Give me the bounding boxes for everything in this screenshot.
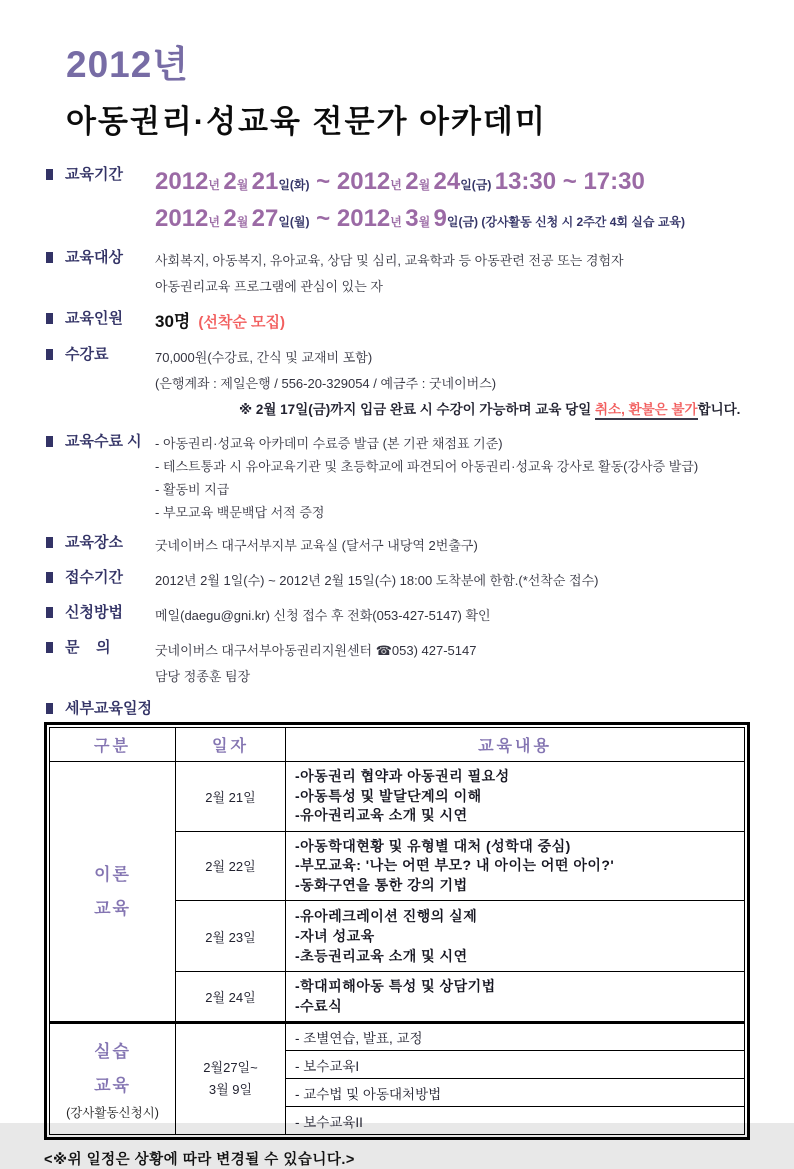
completion-item: - 아동권리·성교육 아카데미 수료증 발급 (본 기관 채점표 기준) — [155, 436, 503, 451]
completion-item: - 테스트통과 시 유아교육기관 및 초등학교에 파견되어 아동권리·성교육 강사로 활동(강사증 발급) — [155, 459, 699, 474]
place-label: 교육장소 — [65, 534, 123, 551]
square-bullet-icon — [46, 252, 53, 263]
section-inquiry — [44, 638, 750, 690]
section-capacity — [44, 309, 750, 336]
section-schedule-heading — [44, 699, 750, 718]
content-line: -초등권리교육 소개 및 시연 — [295, 948, 468, 964]
content-line: -유아권리교육 소개 및 시연 — [295, 807, 468, 823]
section-period — [44, 165, 750, 239]
square-bullet-icon — [46, 537, 53, 548]
apply-method-label: 신청방법 — [65, 604, 123, 621]
schedule-table — [49, 727, 745, 1135]
fee-label: 수강료 — [65, 346, 109, 363]
practice-content-cell: - 조별연습, 발표, 교정 — [286, 1023, 745, 1051]
content-line: -학대피해아동 특성 및 상담기법 — [295, 978, 496, 994]
content-line: -자녀 성교육 — [295, 928, 375, 944]
theory-category-cell — [50, 762, 176, 1023]
fee-notice: ※ 2월 17일(금)까지 입금 완료 시 수강이 가능하며 교육 당일 취소, 환불은 불가합니다. — [239, 397, 750, 423]
table-row — [50, 1023, 745, 1051]
completion-label: 교육수료 시 — [65, 433, 142, 450]
inquiry-line-1: 굿네이버스 대구서부아동권리지원센터 ☎053) 427-5147 — [155, 643, 477, 658]
apply-period-label: 접수기간 — [65, 569, 123, 586]
year-title: 2012년 — [66, 44, 190, 85]
content-line: -유아레크레이션 진행의 실제 — [295, 908, 478, 924]
title-block — [44, 34, 750, 141]
section-apply-method — [44, 603, 750, 629]
col-header-content: 교육내용 — [286, 728, 745, 762]
target-label: 교육대상 — [65, 249, 123, 266]
content-line: -동화구연을 통한 강의 기법 — [295, 876, 468, 893]
practice-date-cell — [176, 1023, 286, 1135]
content-cell — [286, 762, 745, 832]
capacity-count: 30명 — [155, 312, 191, 331]
section-completion — [44, 432, 750, 524]
fee-line-2: (은행계좌 : 제일은행 / 556-20-329054 / 예금주 : 굿네이버스) — [155, 376, 497, 391]
date-cell: 2월 23일 — [176, 901, 286, 972]
target-line-2: 아동권리교육 프로그램에 관심이 있는 자 — [155, 279, 383, 294]
capacity-note: (선착순 모집) — [198, 314, 285, 331]
square-bullet-icon — [46, 169, 53, 180]
date-text: 2월27일~ — [203, 1060, 258, 1075]
practice-content-cell: - 보수교육I — [286, 1051, 745, 1079]
practice-content-cell: - 교수법 및 아동대처방법 — [286, 1079, 745, 1107]
square-bullet-icon — [46, 703, 53, 714]
col-header-category: 구분 — [50, 728, 176, 762]
period-label: 교육기간 — [65, 166, 123, 183]
col-header-date: 일자 — [176, 728, 286, 762]
content-line: -아동특성 및 발달단계의 이해 — [295, 787, 482, 804]
square-bullet-icon — [46, 642, 53, 653]
apply-method-line: 메일(daegu@gni.kr) 신청 접수 후 전화(053-427-5147) 확인 — [155, 608, 491, 623]
fee-line-1: 70,000원(수강료, 간식 및 교재비 포함) — [155, 350, 373, 365]
date-cell: 2월 24일 — [176, 972, 286, 1023]
square-bullet-icon — [46, 607, 53, 618]
category-text: 교육 — [94, 1076, 131, 1095]
inquiry-line-2: 담당 정종훈 팀장 — [155, 669, 251, 684]
schedule-footnote: <※위 일정은 상황에 따라 변경될 수 있습니다.> — [44, 1152, 355, 1168]
practice-content-cell: - 보수교육II — [286, 1107, 745, 1135]
schedule-table-wrapper — [44, 722, 750, 1140]
square-bullet-icon — [46, 436, 53, 447]
content-cell — [286, 972, 745, 1023]
date-cell: 2월 22일 — [176, 831, 286, 901]
category-text: 이론 — [94, 864, 131, 884]
section-target — [44, 248, 750, 300]
square-bullet-icon — [46, 349, 53, 360]
section-place — [44, 533, 750, 559]
target-line-1: 사회복지, 아동복지, 유아교육, 상담 및 심리, 교육학과 등 아동관련 전공 또는 경험자 — [155, 253, 624, 268]
place-line: 굿네이버스 대구서부지부 교육실 (달서구 내당역 2번출구) — [155, 538, 478, 553]
category-note: (강사활동신청시) — [66, 1106, 159, 1120]
category-text: 실습 — [94, 1042, 131, 1061]
square-bullet-icon — [46, 313, 53, 324]
practice-category-cell — [50, 1023, 176, 1135]
content-line: -아동학대현황 및 유형별 대처 (성학대 중심) — [295, 837, 571, 854]
date-cell: 2월 21일 — [176, 762, 286, 832]
content-line: -부모교육: '나는 어떤 부모? 내 아이는 어떤 아이?' — [295, 857, 615, 873]
inquiry-label: 문 의 — [65, 639, 111, 656]
completion-item: - 활동비 지급 — [155, 482, 230, 497]
square-bullet-icon — [46, 572, 53, 583]
page-title: 아동권리·성교육 전문가 아카데미 — [66, 104, 547, 139]
table-row — [50, 762, 745, 832]
schedule-header-row — [50, 728, 745, 762]
date-text: 3월 9일 — [208, 1082, 253, 1097]
period-line-1: 2012년 2월 21일(화) ~ 2012년 2월 24일(금) 13:30 ~ 17:30 — [155, 168, 645, 195]
apply-period-line: 2012년 2월 1일(수) ~ 2012년 2월 15일(수) 18:00 도착분에 한함.(*선착순 접수) — [155, 573, 599, 588]
content-cell — [286, 831, 745, 901]
content-cell — [286, 901, 745, 972]
capacity-label: 교육인원 — [65, 310, 123, 327]
section-fee — [44, 345, 750, 423]
category-text: 교육 — [94, 898, 131, 918]
content-line: -수료식 — [295, 997, 343, 1014]
section-apply-period — [44, 568, 750, 594]
schedule-label: 세부교육일정 — [65, 700, 152, 717]
content-line: -아동권리 협약과 아동권리 필요성 — [295, 768, 510, 784]
period-line-2: 2012년 2월 27일(월) ~ 2012년 3월 9일(금) (강사활동 신청 시 2주간 4회 실습 교육) — [155, 205, 686, 232]
completion-item: - 부모교육 백문백답 서적 증정 — [155, 505, 325, 520]
